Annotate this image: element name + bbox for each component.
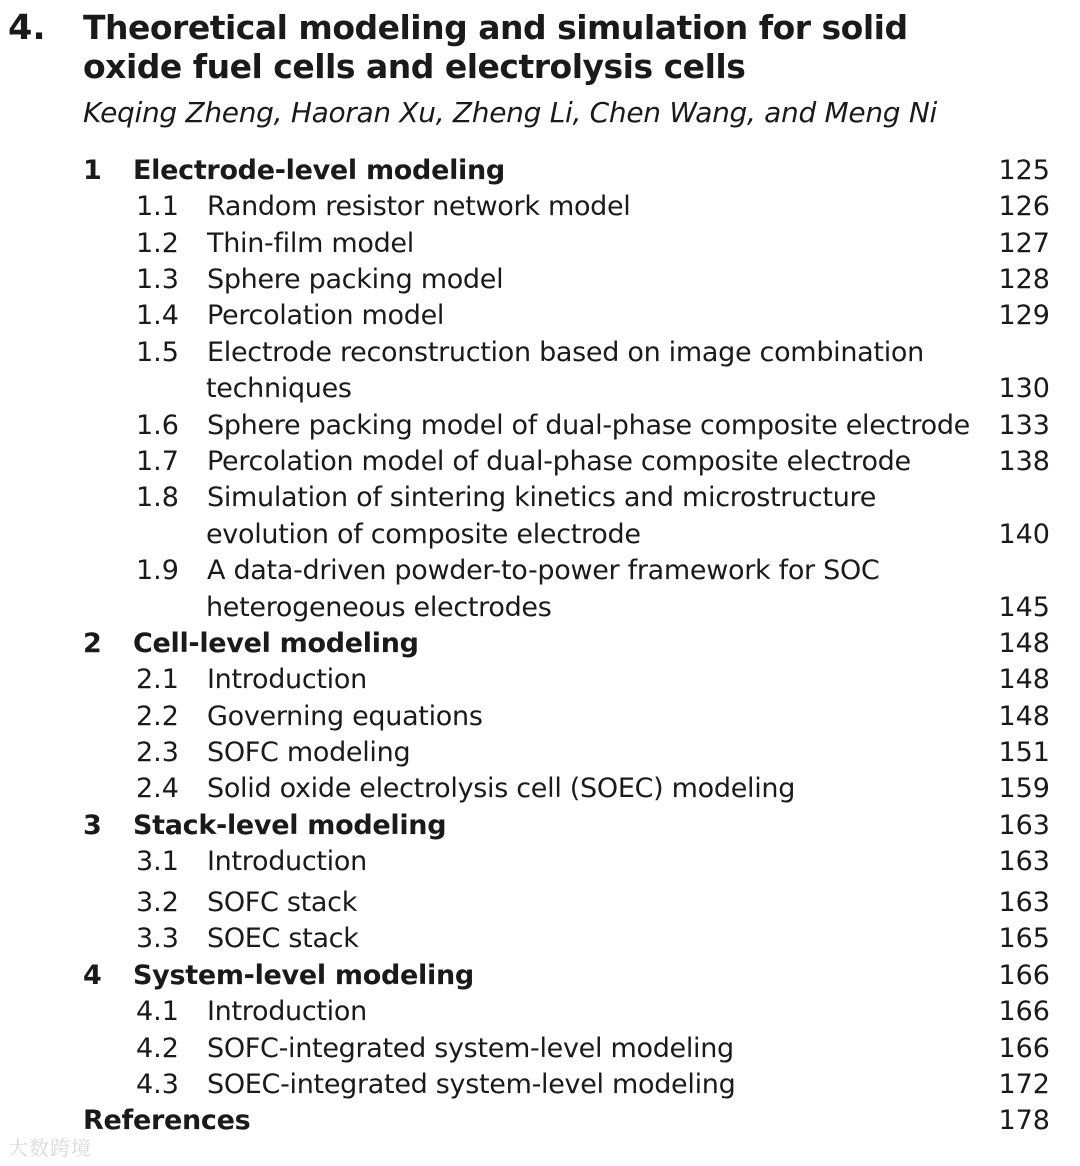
page-number: 166 (998, 1033, 1050, 1064)
page-number: 133 (998, 410, 1050, 441)
chapter-number: 4. (8, 8, 46, 48)
subsection-title: SOEC stack (207, 923, 359, 954)
subsection-title: Percolation model of dual-phase composite electrode (207, 446, 911, 477)
subsection-number: 1.4 (136, 300, 179, 331)
page-number: 151 (998, 737, 1050, 768)
subsection-number: 1.2 (136, 228, 179, 259)
page-number: 140 (998, 519, 1050, 550)
subsection-title-continued: techniques (206, 373, 352, 404)
subsection-title-continued: evolution of composite electrode (206, 519, 641, 550)
page-number: 129 (998, 300, 1050, 331)
subsection-number: 4.2 (136, 1033, 179, 1064)
page-number: 148 (998, 701, 1050, 732)
page-number: 178 (998, 1105, 1050, 1136)
subsection-title: Sphere packing model (207, 264, 504, 295)
subsection-number: 3.1 (136, 846, 179, 877)
page-number: 126 (998, 191, 1050, 222)
page-number: 138 (998, 446, 1050, 477)
subsection-title: SOFC modeling (207, 737, 411, 768)
subsection-title: SOEC-integrated system-level modeling (207, 1069, 736, 1100)
subsection-title: Sphere packing model of dual-phase composite electrode (207, 410, 970, 441)
page-number: 163 (998, 846, 1050, 877)
subsection-number: 1.3 (136, 264, 179, 295)
subsection-title: Percolation model (207, 300, 445, 331)
subsection-number: 1.8 (136, 482, 179, 513)
section-number: 2 (83, 628, 102, 659)
subsection-title: Introduction (207, 846, 367, 877)
section-number: 4 (83, 960, 102, 991)
subsection-number: 1.9 (136, 555, 179, 586)
section-title: Electrode-level modeling (133, 155, 505, 186)
page-number: 166 (998, 960, 1050, 991)
chapter-title-line1: Theoretical modeling and simulation for solid (83, 8, 908, 47)
page-number: 163 (998, 887, 1050, 918)
subsection-number: 4.1 (136, 996, 179, 1027)
page-number: 148 (998, 664, 1050, 695)
section-title: System-level modeling (133, 960, 474, 991)
subsection-title: SOFC-integrated system-level modeling (207, 1033, 734, 1064)
subsection-title-continued: heterogeneous electrodes (206, 592, 552, 623)
subsection-title: Random resistor network model (207, 191, 631, 222)
page-number: 145 (998, 592, 1050, 623)
subsection-number: 2.4 (136, 773, 179, 804)
page-number: 172 (998, 1069, 1050, 1100)
subsection-title: Electrode reconstruction based on image combination (207, 337, 924, 368)
page-number: 159 (998, 773, 1050, 804)
subsection-number: 1.7 (136, 446, 179, 477)
subsection-title: Introduction (207, 664, 367, 695)
subsection-title: Introduction (207, 996, 367, 1027)
page-number: 166 (998, 996, 1050, 1027)
subsection-number: 1.6 (136, 410, 179, 441)
subsection-number: 2.1 (136, 664, 179, 695)
page-number: 148 (998, 628, 1050, 659)
page-number: 130 (998, 373, 1050, 404)
section-title: Stack-level modeling (133, 810, 447, 841)
watermark: 大数跨境 (8, 1136, 92, 1160)
section-number: 3 (83, 810, 102, 841)
subsection-title: Thin-film model (207, 228, 414, 259)
chapter-title-line2: oxide fuel cells and electrolysis cells (83, 47, 746, 86)
page-number: 163 (998, 810, 1050, 841)
subsection-number: 2.3 (136, 737, 179, 768)
section-title: Cell-level modeling (133, 628, 419, 659)
subsection-title: A data-driven powder-to-power framework for SOC (207, 555, 880, 586)
page-number: 127 (998, 228, 1050, 259)
subsection-title: Solid oxide electrolysis cell (SOEC) modeling (207, 773, 796, 804)
references-title: References (83, 1105, 251, 1136)
page-number: 125 (998, 155, 1050, 186)
subsection-number: 2.2 (136, 701, 179, 732)
subsection-number: 4.3 (136, 1069, 179, 1100)
chapter-authors: Keqing Zheng, Haoran Xu, Zheng Li, Chen Wang, and Meng Ni (83, 96, 937, 129)
subsection-title: SOFC stack (207, 887, 358, 918)
subsection-number: 1.5 (136, 337, 179, 368)
page-number: 165 (998, 923, 1050, 954)
section-number: 1 (83, 155, 102, 186)
subsection-title: Governing equations (207, 701, 483, 732)
subsection-number: 3.3 (136, 923, 179, 954)
subsection-number: 1.1 (136, 191, 179, 222)
subsection-number: 3.2 (136, 887, 179, 918)
page-number: 128 (998, 264, 1050, 295)
subsection-title: Simulation of sintering kinetics and microstructure (207, 482, 877, 513)
